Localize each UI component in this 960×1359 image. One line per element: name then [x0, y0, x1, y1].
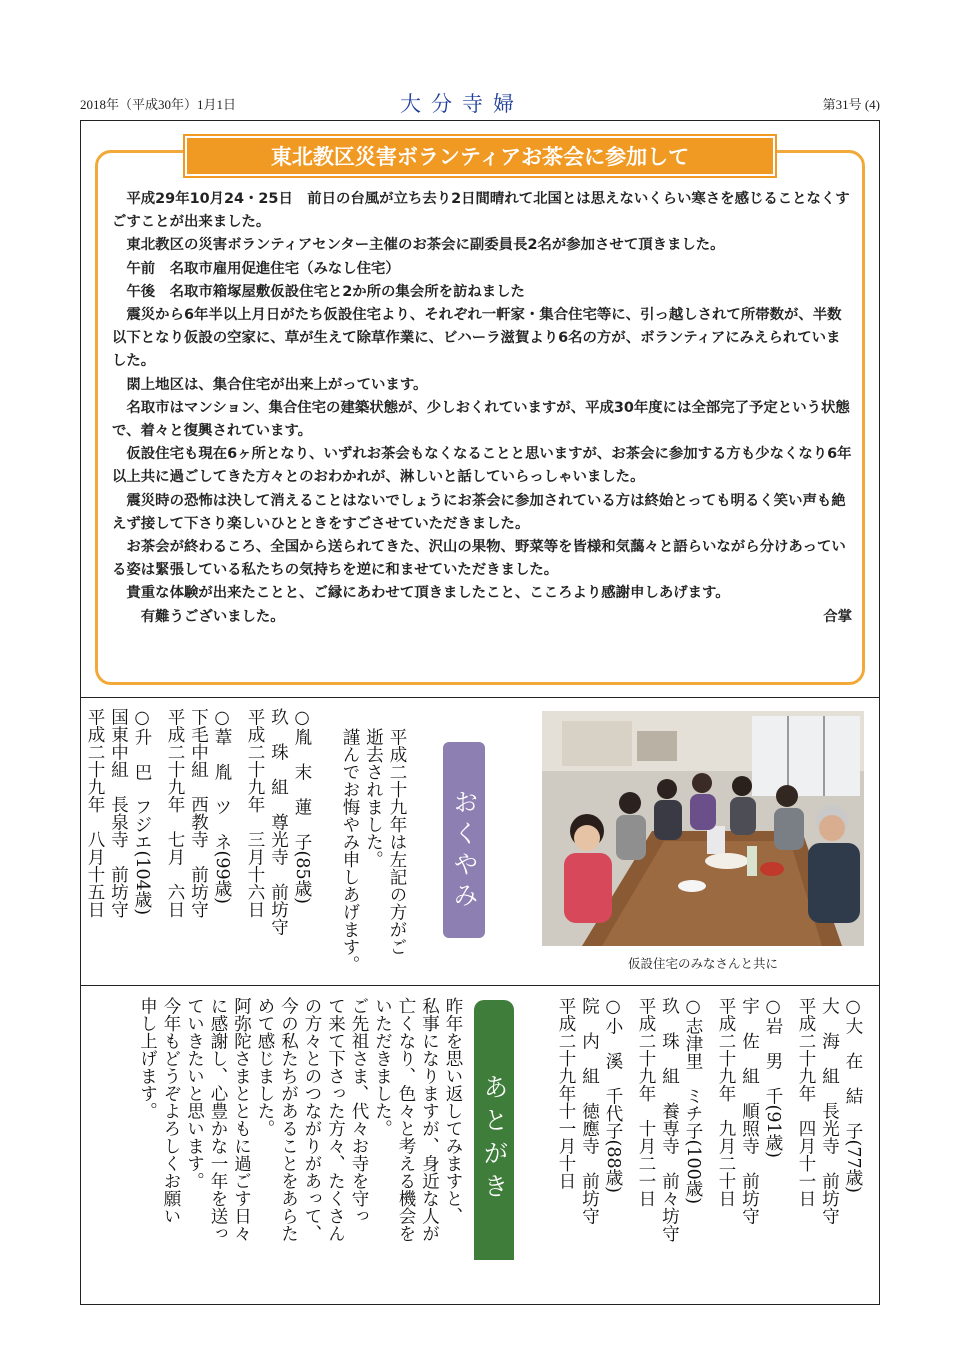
article-paragraph: 平成29年10月24・25日 前日の台風が立ち去り2日間晴れて北国とは思えないくらい寒さを感じることなくすごすことが出来ました。	[112, 191, 850, 231]
okuyami-intro-line: 謹んでお悔やみ申しあげます。	[340, 728, 360, 973]
deceased-name: ○岩 男 千(91歳)	[763, 997, 783, 1158]
deceased-name: ○胤 末 蓮 子(85歳)	[292, 708, 312, 904]
atogaki-line: 今年もどうぞよろしくお願い	[161, 997, 181, 1225]
article-paragraph: 貴重な体験が出来たことと、ご縁にあわせて頂きましたこと、こころより感謝申しあげます。	[126, 585, 730, 602]
newsletter-title: 大分寺婦	[400, 92, 524, 116]
okuyami-entry	[83, 708, 154, 978]
deceased-temple: 院 内 組 徳應寺 前坊守	[579, 997, 600, 1225]
atogaki-line: ご先祖さま、代々お寺を守っ	[349, 997, 369, 1225]
article-paragraph: 仮設住宅も現在6ヶ所となり、いずれお茶会もなくなることと思いますが、お茶会に参加する方も少なくなり6年以上共に過ごしてきた方々とのおわかれが、淋しいと話していらっしゃいました。	[112, 446, 852, 486]
closing-text: 有難うございました。	[140, 608, 285, 625]
article-paragraph: お茶会が終わるころ、全国から送られてきた、沢山の果物、野菜等を皆様和気藹々と語らいながら分けあっている姿は緊張している私たちの気持ちを逆に和ませていただきました。	[112, 539, 846, 579]
deceased-name: ○志津里 ミチ子(100歳)	[683, 997, 703, 1205]
atogaki-line: て来て下さった方々、たくさん	[325, 997, 346, 1242]
section-divider	[80, 697, 880, 698]
atogaki-line: 亡くなり、色々と考える機会を	[396, 997, 416, 1242]
okuyami-entry	[243, 708, 314, 978]
deceased-temple: 玖 珠 組 尊光寺 前坊守	[268, 708, 289, 936]
okuyami-intro-line: 逝去されました。	[363, 728, 384, 868]
atogaki-line: 阿弥陀さまとともに過ごす日々	[231, 997, 252, 1242]
page-header	[80, 88, 880, 118]
atogaki-line: 今の私たちがあることをあらた	[278, 997, 299, 1242]
okuyami-intro-line: 平成二十九年は左記の方がご	[387, 728, 407, 956]
group-photo	[542, 711, 864, 946]
atogaki-line: 申し上げます。	[137, 997, 158, 1120]
okuyami-label: おくやみ	[443, 742, 485, 938]
deceased-date: 平成二十九年 三月十六日	[245, 708, 265, 918]
deceased-name: ○葦 胤 ツ ネ(99歳)	[212, 708, 232, 904]
atogaki-line: に感謝し、心豊かな一年を送っ	[208, 997, 228, 1242]
article-title: 東北教区災害ボランティアお茶会に参加して	[185, 136, 775, 176]
okuyami-entry	[714, 997, 785, 1267]
deceased-date: 平成二十九年十一月十日	[556, 997, 576, 1190]
article-paragraph: 震災から6年半以上月日がたち仮設住宅より、それぞれ一軒家・集合住宅等に、引っ越しされて所帯数が、半数以下となり仮設の空家に、草が生えて除草作業に、ビハーラ滋賀より6名の方が、ボランティアにみえられていました。	[112, 307, 842, 370]
okuyami-entry	[163, 708, 234, 978]
article-paragraph: 閖上地区は、集合住宅が出来上がっています。	[126, 376, 428, 393]
issue-number: 第31号 (4)	[822, 97, 880, 112]
section-divider	[80, 985, 880, 986]
deceased-name: ○升 巴 フジエ(104歳)	[132, 708, 152, 916]
deceased-date: 平成二十九年 四月十一日	[796, 997, 816, 1207]
photo-caption: 仮設住宅のみなさんと共に	[627, 956, 778, 971]
article-paragraph: 午後 名取市箱塚屋敷仮設住宅と2か所の集会所を訪ねました	[126, 283, 525, 300]
signature-text: 合掌	[823, 608, 852, 625]
deceased-date: 平成二十九年 九月二十日	[716, 997, 736, 1207]
article-paragraph: 名取市はマンション、集合住宅の建築状態が、少しおくれていますが、平成30年度には全部完了予定という状態で、着々と復興されています。	[112, 399, 850, 440]
atogaki-line: めて感じました。	[255, 997, 275, 1137]
atogaki-label: あとがき	[474, 1000, 514, 1260]
deceased-date: 平成二十九年 八月十五日	[85, 708, 105, 918]
okuyami-entry	[554, 997, 625, 1267]
deceased-name: ○大 在 結 子(77歳)	[843, 997, 863, 1193]
article-body	[112, 188, 852, 629]
deceased-temple: 玖 珠 組 養専寺 前々坊守	[659, 997, 680, 1242]
article-signoff	[112, 606, 852, 629]
atogaki-line: ていきたいと思います。	[184, 997, 205, 1190]
photo-illustration	[542, 711, 864, 946]
okuyami-intro	[338, 728, 409, 978]
atogaki-body	[135, 997, 464, 1297]
okuyami-entry	[634, 997, 705, 1267]
deceased-temple: 国東中組 長泉寺 前坊守	[108, 708, 129, 918]
atogaki-line: いただきました。	[372, 997, 393, 1137]
article-paragraph: 午前 名取市雇用促進住宅（みなし住宅）	[126, 260, 400, 277]
article-paragraph: 東北教区の災害ボランティアセンター主催のお茶会に副委員長2名が参加させて頂きました。	[126, 237, 725, 254]
deceased-name: ○小 溪 千代子(88歳)	[603, 997, 623, 1193]
issue-date: 2018年（平成30年）1月1日	[80, 97, 237, 112]
okuyami-entry	[794, 997, 865, 1267]
deceased-temple: 宇 佐 組 順照寺 前坊守	[739, 997, 760, 1225]
deceased-date: 平成二十九年 十月二一日	[636, 997, 656, 1207]
deceased-temple: 下毛中組 西教寺 前坊守	[188, 708, 209, 918]
deceased-date: 平成二十九年 七月 六日	[165, 708, 185, 918]
deceased-temple: 大 海 組 長光寺 前坊守	[819, 997, 840, 1225]
article-paragraph: 震災時の恐怖は決して消えることはないでしょうにお茶会に参加されている方は終始とっても明るく笑い声も絶えず接して下さり楽しいひとときをすごさせていただきました。	[112, 492, 846, 532]
atogaki-line: 昨年を思い返してみますと、	[443, 997, 463, 1225]
atogaki-line: 私事になりますが、身近な人が	[419, 997, 440, 1242]
atogaki-line: の方々とのつながりがあって、	[302, 997, 322, 1242]
